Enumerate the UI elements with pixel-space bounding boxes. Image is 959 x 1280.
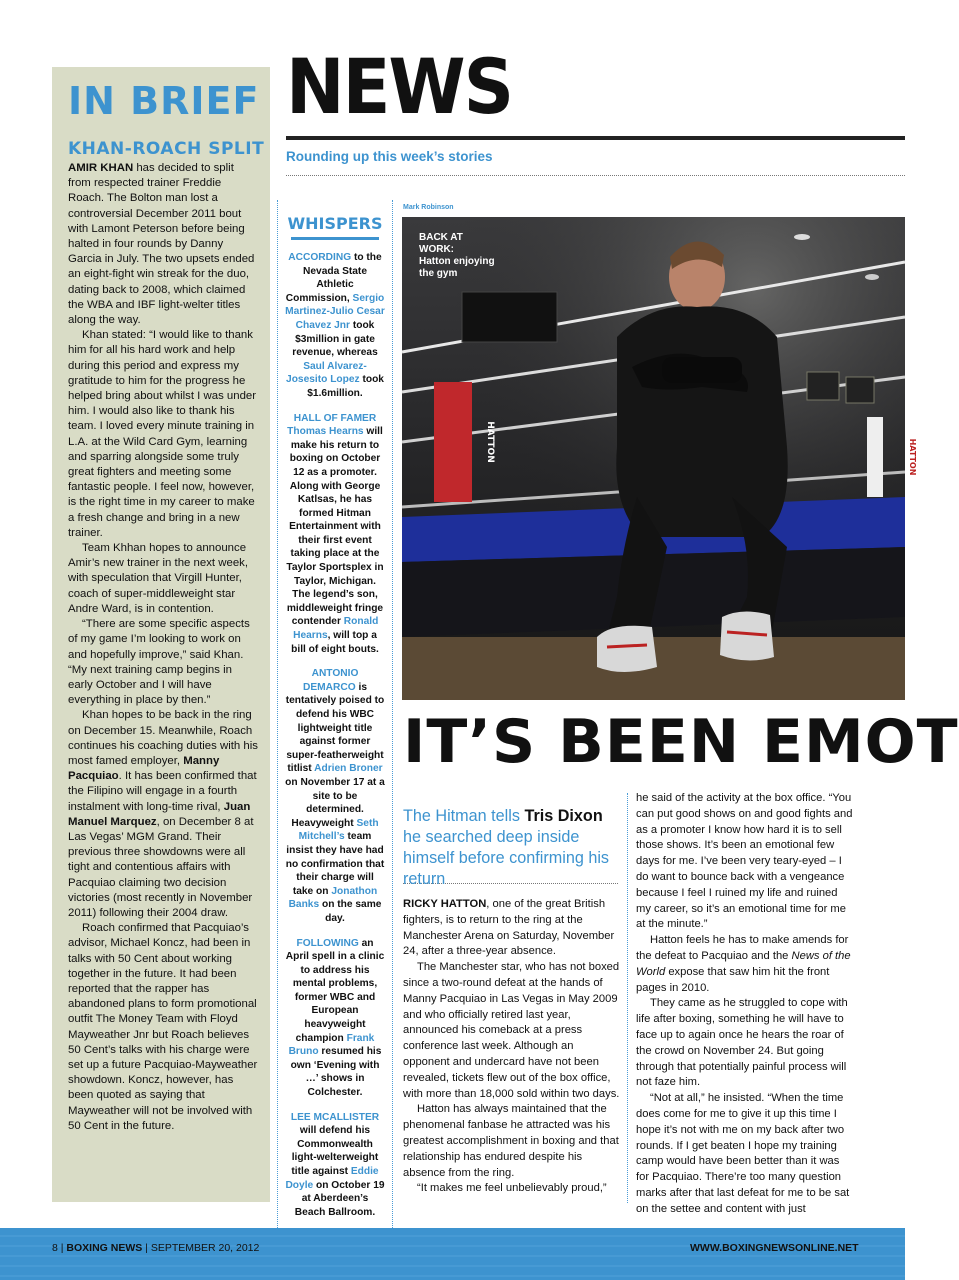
- in-brief-paragraph: “There are some specific aspects of my game I’m looking to work on and hopefully improve,” said Khan. “My next training camp begins in early October and I will have everything in place by then.”: [68, 618, 250, 707]
- in-brief-paragraph: Roach confirmed that Pacquiao’s advisor, Michael Koncz, had been in talks with 50 Cent about working together in the future. It had been reported that the rapper has abandoned plans to form promotional outfit The Money Team with Floyd Mayweather Jnr but Roach believes 50 Cent’s talks with his charge were set up a future Pacquiao-Mayweather showdown. Koncz, however, has been quoted as saying that Mayweather will not be involved with 50 Cent in the future.: [68, 922, 258, 1132]
- in-brief-headline: KHAN-ROACH SPLIT: [68, 139, 265, 159]
- column-divider: [392, 200, 393, 1228]
- in-brief-sidebar: [52, 67, 270, 1202]
- in-brief-title: IN BRIEF: [68, 79, 260, 123]
- author-name: Tris Dixon: [524, 807, 603, 825]
- in-brief-paragraph: AMIR KHAN has decided to split from respected trainer Freddie Roach. The Bolton man lost a controversial December 2011 bout with Lamont Peterson before being halted in four rounds by Danny Garcia in July. The two upsets ended an eight-fight win streak for the duo, dating back to 2008, which claimed the WBA and IBF light-welter titles along the way.: [68, 162, 255, 327]
- article-paragraph: “It makes me feel unbelievably proud,”: [417, 1182, 607, 1195]
- in-brief-paragraph: Khan hopes to be back in the ring on December 15. Meanwhile, Roach continues his coaching duties with his most famed employer, Manny Pacquiao. It has been confirmed that the Filipino will engage in a fourth instalment with long-time rival, Juan Manuel Marquez, on December 8 at Las Vegas’ MGM Grand. Their previous three showdowns were all tight and contentious affairs with Pacquiao claiming two decision victories (most recently in November 2011) following their 2004 draw.: [68, 709, 258, 919]
- article-headline: IT’S BEEN EMOT: [403, 707, 959, 777]
- footer-folio: 8 | BOXING NEWS | SEPTEMBER 20, 2012: [52, 1242, 260, 1254]
- whisper-item: ACCORDING to the Nevada State Athletic Commission, Sergio Martinez-Julio Cesar Chavez Jnr took $3million in gate revenue, whereas Saul Alvarez-Josesito Lopez took $1.6million.: [285, 252, 385, 399]
- article-column-1: [403, 897, 620, 1197]
- article-standfirst: The Hitman tells Tris Dixon he searched deep inside himself before confirming his return: [403, 807, 610, 888]
- photo-credit: Mark Robinson: [403, 204, 454, 211]
- whispers-rule: [291, 237, 379, 240]
- column-divider: [627, 793, 628, 1203]
- whisper-item: FOLLOWING an April spell in a clinic to address his mental problems, former WBC and European heavyweight champion Frank Bruno resumed his own ‘Evening with …’ shows in Colchester.: [285, 937, 385, 1099]
- whisper-item: LEE MCALLISTER will defend his Commonwealth light-welterweight title against Eddie Doyle on October 19 at Aberdeen’s Beach Ballroom.: [285, 1111, 385, 1218]
- section-rule: [286, 136, 905, 140]
- whispers-column: [285, 214, 385, 1219]
- whisper-item: ANTONIO DEMARCO is tentatively poised to defend his WBC lightweight title against former super-featherweight titlist Adrien Broner on November 17 at a site to be determined. Heavyweight Seth Mitchell’s team insist they have had no confirmation that their charge will take on Jonathon Banks on the same day.: [285, 668, 385, 924]
- photo-caption: BACK AT WORK: Hatton enjoying the gym: [419, 232, 495, 279]
- article-column-2: [636, 791, 854, 1218]
- in-brief-paragraph: Khan stated: “I would like to thank him for all his hard work and help during this period and express my gratitude to him for the progress he helped bring about whilst I was under him. I would also like to thank his team. I loved every minute training in L.A. at the Wild Card Gym, learning and sparring alongside some truly great fighters and meeting some fantastic people. I feel now, however, is the right time in my career to make a fresh change and bring in a new trainer.: [68, 329, 257, 539]
- column-divider: [277, 200, 278, 1228]
- whisper-item: HALL OF FAMER Thomas Hearns will make his return to boxing on October 12 as a promoter. Along with George Katlsas, he has formed Hitman Entertainment with their first event taking place at the Taylor Sportsplex in Taylor, Michigan. The legend’s son, middleweight fringe contender Ronald Hearns, will top a bill of eight bouts.: [286, 412, 384, 655]
- article-paragraph: RICKY HATTON, one of the great British fighters, is to return to the ring at the Manchester Arena on Saturday, November 24, after a three-year absence.: [403, 898, 615, 958]
- article-paragraph: “Not at all,” he insisted. “When the time does come for me to give it up this time I hope it’s not with me on my back after two rounds. If I get beaten I hope my training camp would have been better than it was for Pacquiao. There’re too many question marks after that last defeat for me to be sat on the settee and content with just: [636, 1092, 850, 1215]
- boxer-photo: [402, 217, 917, 700]
- svg-text:HATTON: HATTON: [908, 438, 917, 476]
- section-title: NEWS: [286, 42, 513, 132]
- svg-text:HATTON: HATTON: [485, 421, 495, 463]
- in-brief-body: [68, 161, 258, 1134]
- in-brief-paragraph: Team Khhan hopes to announce Amir’s new trainer in the next week, with speculation that Virgill Hunter, coach of super-middleweight star Andre Ward, is in contention.: [68, 542, 249, 615]
- article-paragraph: he said of the activity at the box office. “You can put good shows on and good fights and as a promoter I know how hard it is to sell those shows. It’s been an emotional few days for me. I’ve been very teary-eyed – I do want to bounce back with a vengeance because I feel I ruined my life and ruined my career, so it’s an emotional time for me at the minute.”: [636, 792, 853, 931]
- article-paragraph: The Manchester star, who has not boxed since a two-round defeat at the hands of Manny Pacquiao in Las Vegas in May 2009 and who officially retired last year, announced his comeback at a press conference last week. Although an opponent and undercard have not been revealed, tickets flew out of the box office, with more than 18,000 sold within two days.: [403, 961, 620, 1100]
- header-divider: [286, 175, 905, 176]
- article-paragraph: They came as he struggled to cope with life after boxing, something he will have to face up to again once he hears the roar of the crowd on November 24. But going through that potentially painful process will not faze him.: [636, 997, 848, 1089]
- section-subtitle: Rounding up this week’s stories: [286, 149, 493, 164]
- article-paragraph: Hatton feels he has to make amends for the defeat to Pacquiao and the News of the World expose that saw him hit the front pages in 2010.: [636, 934, 851, 994]
- whispers-title: WHISPERS: [287, 214, 383, 233]
- footer-url: WWW.BOXINGNEWSONLINE.NET: [690, 1242, 859, 1254]
- article-paragraph: Hatton has always maintained that the phenomenal fanbase he attracted was his greatest accomplishment in boxing and that relationship has endured despite his absence from the ring.: [403, 1103, 619, 1179]
- page-footer: [0, 1228, 905, 1280]
